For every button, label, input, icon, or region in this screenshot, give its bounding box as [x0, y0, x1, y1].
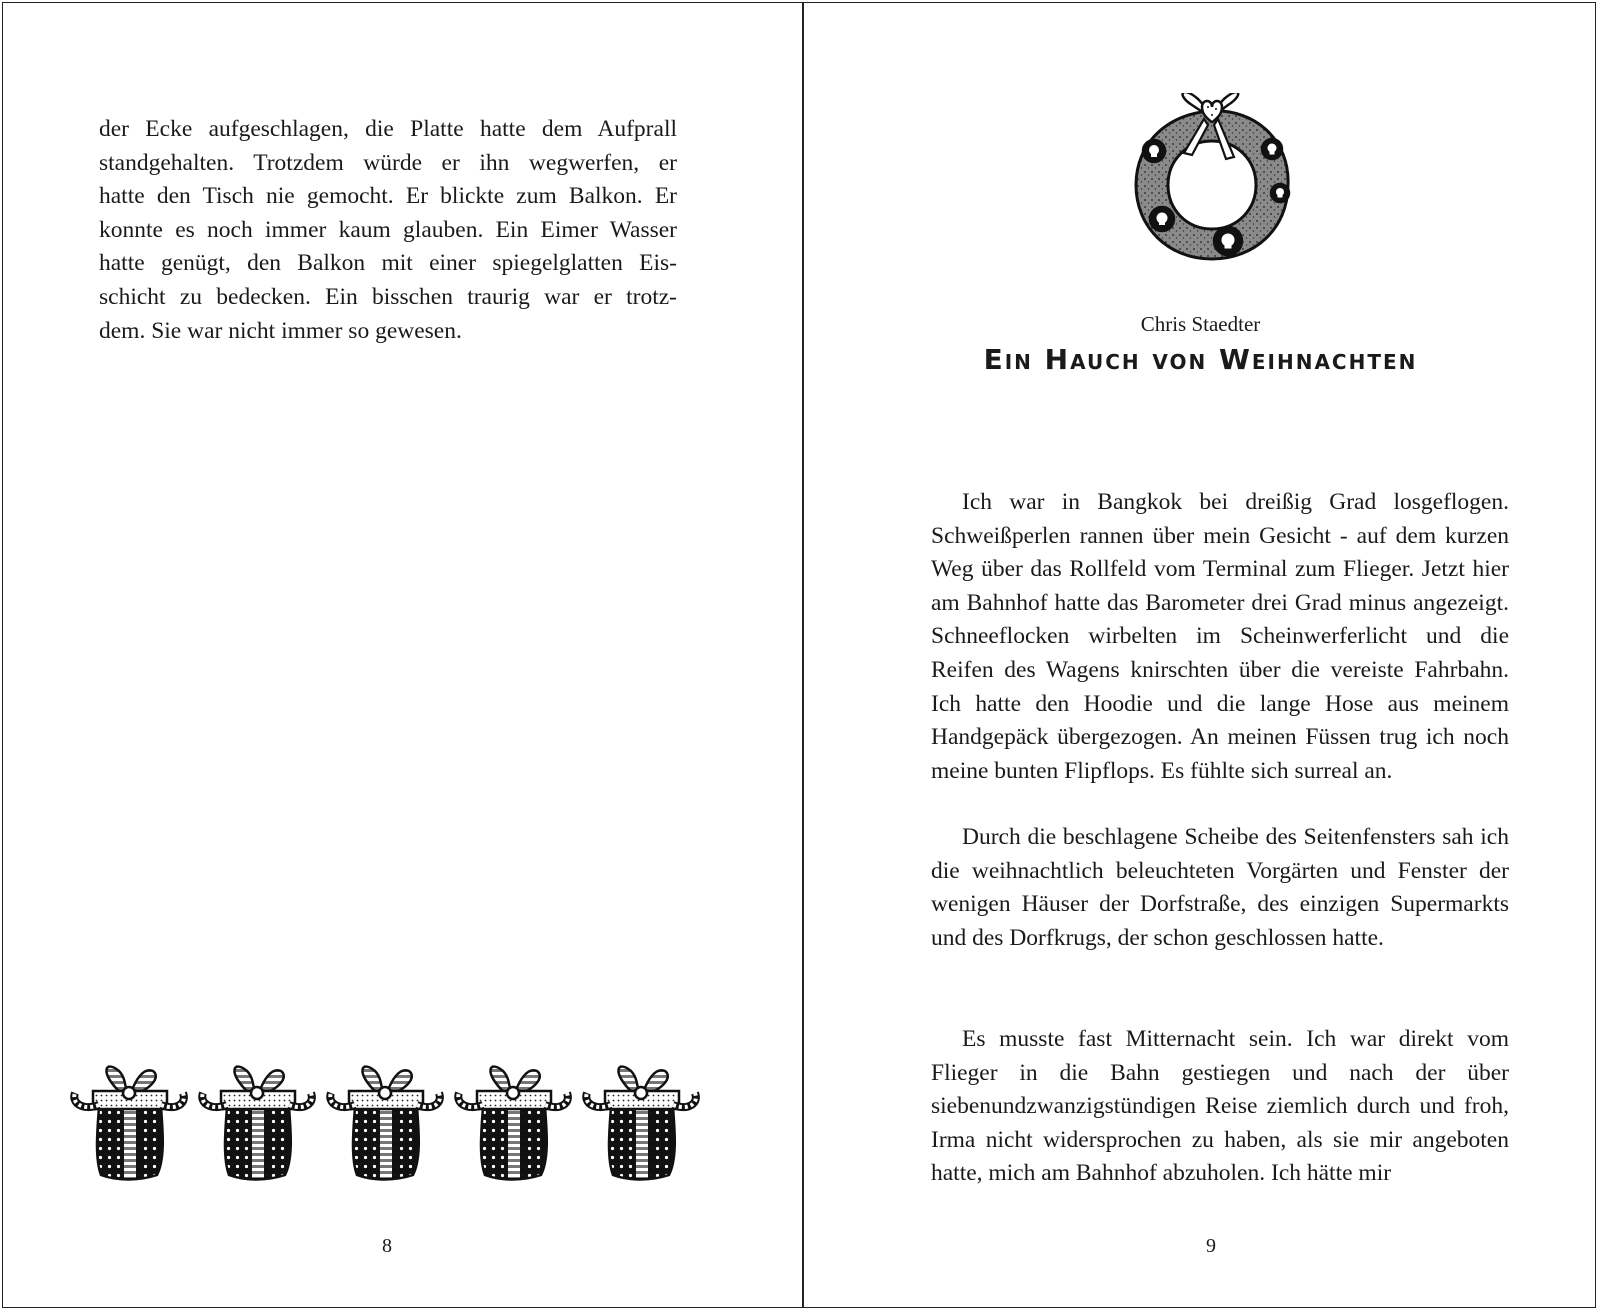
text-line: standgehalten. Trotzdem würde er ihn wegwerfen, er	[99, 149, 677, 176]
gift-row-ornament	[69, 1063, 719, 1193]
story-paragraph: Es musste fast Mitternacht sein. Ich war direkt vom Flieger in die Bahn gestiegen und nach der über siebenundzwanzigstündigen Reise ziemlich durch und froh, Irma nicht widersprochen zu haben, als sie mir angeboten hatte, mich am Bahnhof abzuholen. Ich hätte mir	[931, 1026, 1509, 1187]
story-paragraph: Ich war in Bangkok bei dreißig Grad losgeflogen. Schweißperlen rannen über mein Gesicht - auf dem kurzen Weg über das Rollfeld vom Terminal zum Flieger. Jetzt hier am Bahnhof hatte das Barometer drei Grad minus angezeigt. Schneeflocken wirbelten im Scheinwerferlicht und die Reifen des Wagens knirschten über die vereiste Fahrbahn. Ich hatte den Hoodie und die lange Hose aus meinem Handgepäck übergezogen. An meinen Füssen trug ich noch meine bunten Flipflops. Es fühlte sich surreal an.	[931, 489, 1509, 784]
left-page-text	[99, 113, 677, 348]
text-line: der Ecke aufgeschlagen, die Platte hatte dem Aufprall	[99, 116, 677, 142]
right-page	[804, 3, 1597, 1307]
book-spread	[2, 2, 1596, 1308]
gift-box-icon	[202, 1067, 312, 1180]
right-page-number: 9	[1206, 1235, 1216, 1257]
story-title: Ein Hauch von Weihnachten	[983, 343, 1418, 376]
text-line: hatte genügt, den Balkon mit einer spiegelglatten Eis-	[99, 250, 677, 277]
left-page-number: 8	[382, 1235, 392, 1257]
text-line: konnte es noch immer kaum glauben. Ein Eimer Wasser	[99, 216, 677, 243]
gift-box-icon	[586, 1067, 696, 1180]
wreath-icon	[1122, 93, 1302, 273]
gift-box-icon	[74, 1067, 184, 1180]
gift-box-icon	[458, 1067, 568, 1180]
gift-box-icon	[330, 1067, 440, 1180]
text-line: schicht zu bedecken. Ein bisschen traurig war er trotz-	[99, 283, 677, 310]
story-paragraph: Durch die beschlagene Scheibe des Seitenfensters sah ich die weihnachtlich beleuchteten Vorgärten und Fenster der wenigen Häuser der Dorfstraße, des einzigen Supermarkts und des Dorfkrugs, der schon geschlossen hatte.	[931, 824, 1509, 951]
text-line: hatte den Tisch nie gemocht. Er blickte zum Balkon. Er	[99, 183, 677, 210]
story-author: Chris Staedter	[1140, 312, 1261, 336]
text-line: dem. Sie war nicht immer so gewesen.	[99, 317, 462, 344]
left-page	[3, 3, 802, 1307]
